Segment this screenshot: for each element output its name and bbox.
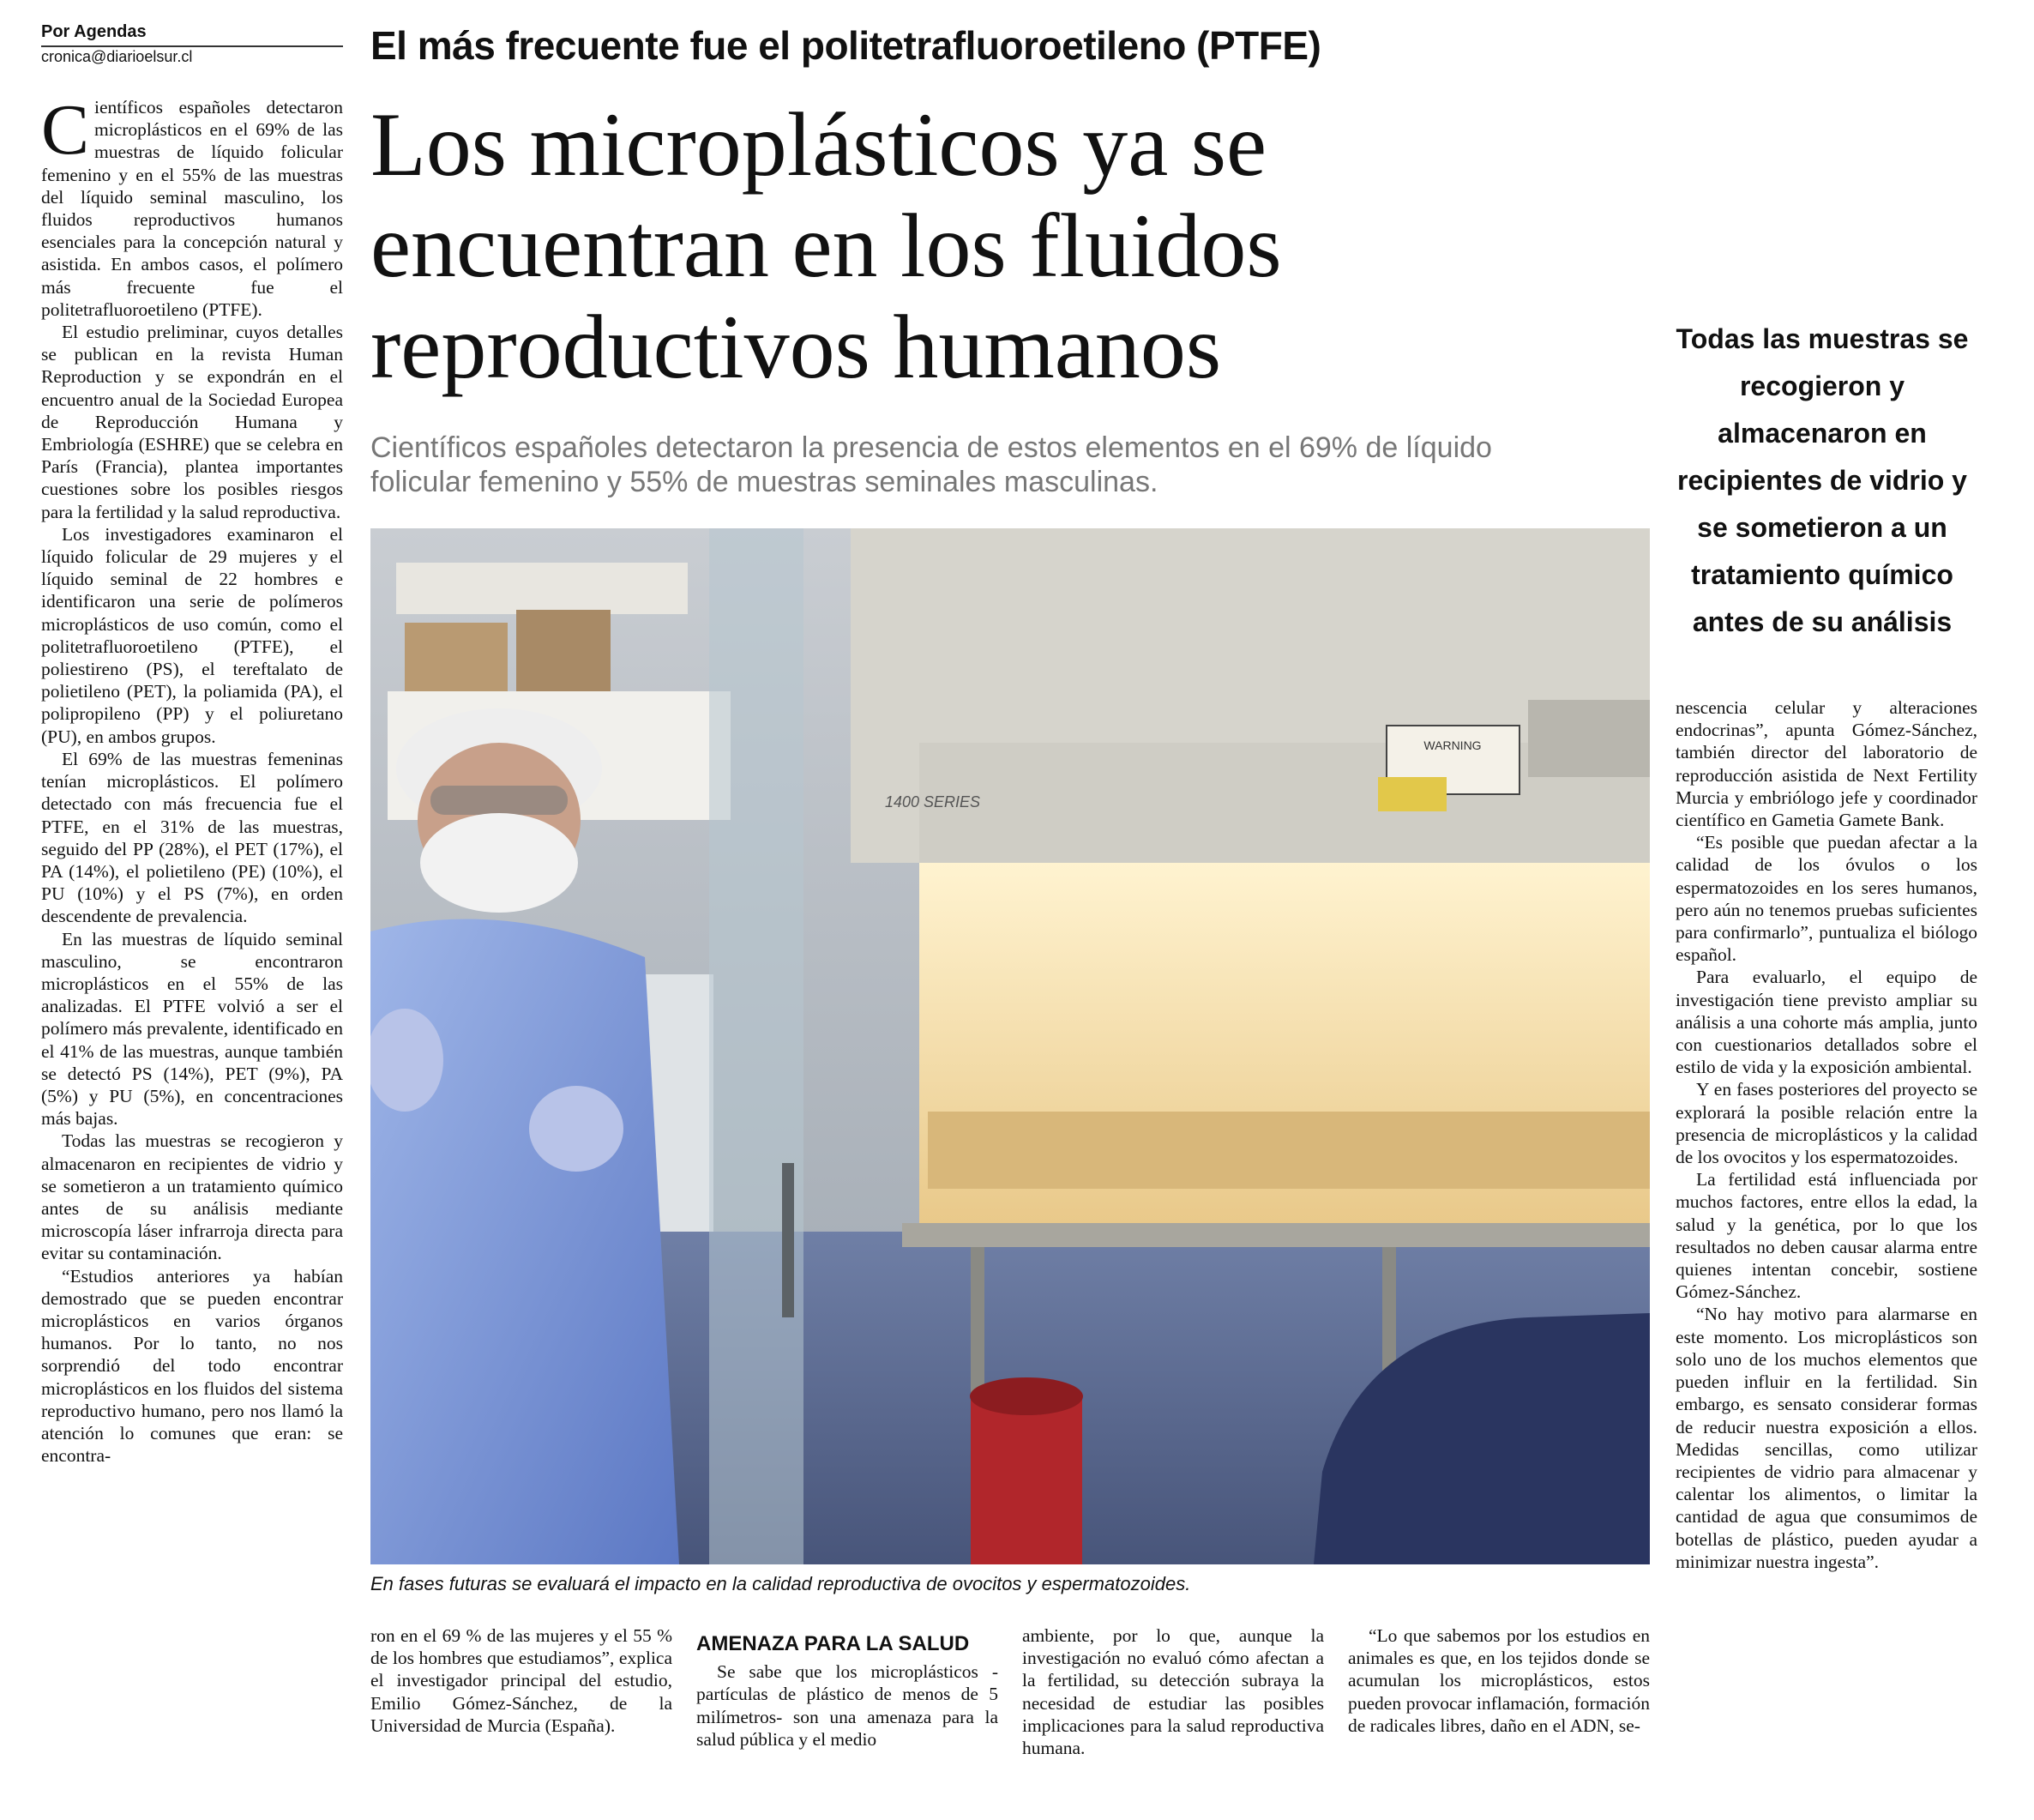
cabinet-label: 1400 SERIES [885,793,981,811]
headline: Los microplásticos ya se encuentran en los fluidos reproductivos humanos [370,94,1282,397]
article-paragraph: El estudio preliminar, cuyos detalles se publican en la revista Human Reproduction y se expondrán en el encuentro anual de la Sociedad Europea de Reproducción Humana y Embriología (ESHRE) que se celebra en París (Francia), plantea importantes cuestiones sobre los posibles riesgos para la fertilidad y la salud reproductiva. [41,322,343,522]
warning-label: WARNING [1423,738,1482,752]
byline-email: cronica@diarioelsur.cl [41,48,193,65]
article-column-2 [370,1624,672,1737]
article-paragraph: ambiente, por lo que, aunque la investigación no evaluó cómo afectan a la fertilidad, su detección subraya la necesidad de estudiar las posibles implicaciones para la salud reproductiva humana. [1022,1625,1324,1759]
article-paragraph: nescencia celular y alteraciones endocrinas”, apunta Gómez-Sánchez, también director del laboratorio de reproducción asistida de Next Fertility Murcia y embriólogo jefe y coordinador científico en Gametia Gamete Bank. [1676,697,1977,831]
lab-photo-illustration [370,528,1650,1564]
article-paragraph [41,90,343,321]
article-paragraph: Se sabe que los microplásticos -partículas de plástico de menos de 5 milímetros- son una amenaza para la salud pública y el medio [696,1661,998,1750]
article-paragraph: El 69% de las muestras femeninas tenían microplásticos. El polímero detectado con más frecuencia fue el PTFE, en el 31% de las muestras, seguido del PP (28%), el PET (17%), el PA (14%), el polietileno (PE) (10%), el PU (10%) y el PS (7%), en orden descendente de prevalencia. [41,748,343,927]
article-column-6 [1676,696,1977,1573]
article-column-4 [1022,1624,1324,1759]
article-paragraph: “Es posible que puedan afectar a la calidad de los óvulos o los espermatozoides en los seres humanos, pero aún no tenemos pruebas suficientes para confirmarlo”, puntualiza el biólogo español. [1676,832,1977,966]
lab-photo [370,528,1650,1564]
kicker: El más frecuente fue el politetrafluoroetileno (PTFE) [370,23,1321,68]
article-paragraph: “No hay motivo para alarmarse en este momento. Los microplásticos son solo uno de los muchos elementos que pueden influir en la fertilidad. Sin embargo, es sensato considerar formas de reducir nuestra exposición a ellos. Medidas sencillas, como utilizar recipientes de vidrio para almacenar y calentar los alimentos, o limitar la cantidad de agua que consumimos de botellas de plástico, pueden ayudar a minimizar nuestra ingesta”. [1676,1304,1977,1572]
article-paragraph: “Estudios anteriores ya habían demostrado que se pueden encontrar microplásticos en varios órganos humanos. Por lo tanto, no nos sorprendió del todo encontrar microplásticos en los fluidos del sistema reproductivo humano, pero nos llamó la atención lo comunes que eran: se encontra- [41,1265,343,1467]
article-paragraph: En las muestras de líquido seminal masculino, se encontraron microplásticos en el 55% de las analizadas. El PTFE volvió a ser el polímero más prevalente, identificado en el 41% de las muestras, aunque también se detectó PS (14%), PET (9%), PA (5%) y PU (5%), en concentraciones más bajas. [41,928,343,1130]
article-paragraph: Los investigadores examinaron el líquido folicular de 29 mujeres y el líquido seminal de 22 hombres e identificaron una serie de polímeros microplásticos de uso común, como el politetrafluoroetileno (PTFE), el poliestireno (PS), el tereftalato de polietileno (PET), la poliamida (PA), el polipropileno (PP) y el poliuretano (PU), en ambos grupos. [41,523,343,747]
section-subtitle: AMENAZA PARA LA SALUD [696,1632,970,1655]
byline [41,22,343,47]
paragraph-text: ientíficos españoles detectaron microplásticos en el 69% de las muestras de líquido folicular femenino y en el 55% de las muestras del líquido seminal masculino, los fluidos reproductivos humanos esenciales para la concepción natural y asistida. En ambos casos, el polímero más frecuente fue el politetrafluoroetileno (PTFE). [41,97,343,320]
article-column-1 [41,90,343,1467]
article-paragraph: Para evaluarlo, el equipo de investigación tiene previsto ampliar su análisis a una cohorte más amplia, junto con cuestionarios detallados sobre el estilo de vida y la exposición ambiental. [1676,967,1977,1078]
article-paragraph: La fertilidad está influenciada por muchos factores, entre ellos la edad, la salud y la genética, por lo que los resultados no deben causar alarma entre quienes intentan concebir, sostiene Gómez-Sánchez. [1676,1169,1977,1303]
article-paragraph: “Lo que sabemos por los estudios en animales es que, en los tejidos donde se acumulan los microplásticos, estos pueden provocar inflamación, formación de radicales libres, daño en el ADN, se- [1348,1625,1650,1736]
article-paragraph: Y en fases posteriores del proyecto se explorará la posible relación entre la presencia de microplásticos y la calidad de los ovocitos y los espermatozoides. [1676,1079,1977,1168]
photo-caption: En fases futuras se evaluará el impacto en la calidad reproductiva de ovocitos y espermatozoides. [370,1573,1191,1594]
article-column-3 [696,1633,998,1751]
article-column-5 [1348,1624,1650,1737]
byline-author: Por Agendas [41,22,147,41]
pull-quote: Todas las muestras se recogieron y almacenaron en recipientes de vidrio y se sometieron a un tratamiento químico antes de su análisis [1676,323,1969,637]
drop-cap: C [41,90,90,170]
subhead: Científicos españoles detectaron la presencia de estos elementos en el 69% de líquido folicular femenino y 55% de muestras seminales masculinas. [370,431,1492,498]
article-paragraph: ron en el 69 % de las mujeres y el 55 % de los hombres que estudiamos”, explica el investigador principal del estudio, Emilio Gómez-Sánchez, de la Universidad de Murcia (España). [370,1625,672,1736]
article-paragraph: Todas las muestras se recogieron y almacenaron en recipientes de vidrio y se sometieron a un tratamiento químico antes de su análisis mediante microscopía láser infrarroja directa para evitar su contaminación. [41,1130,343,1264]
